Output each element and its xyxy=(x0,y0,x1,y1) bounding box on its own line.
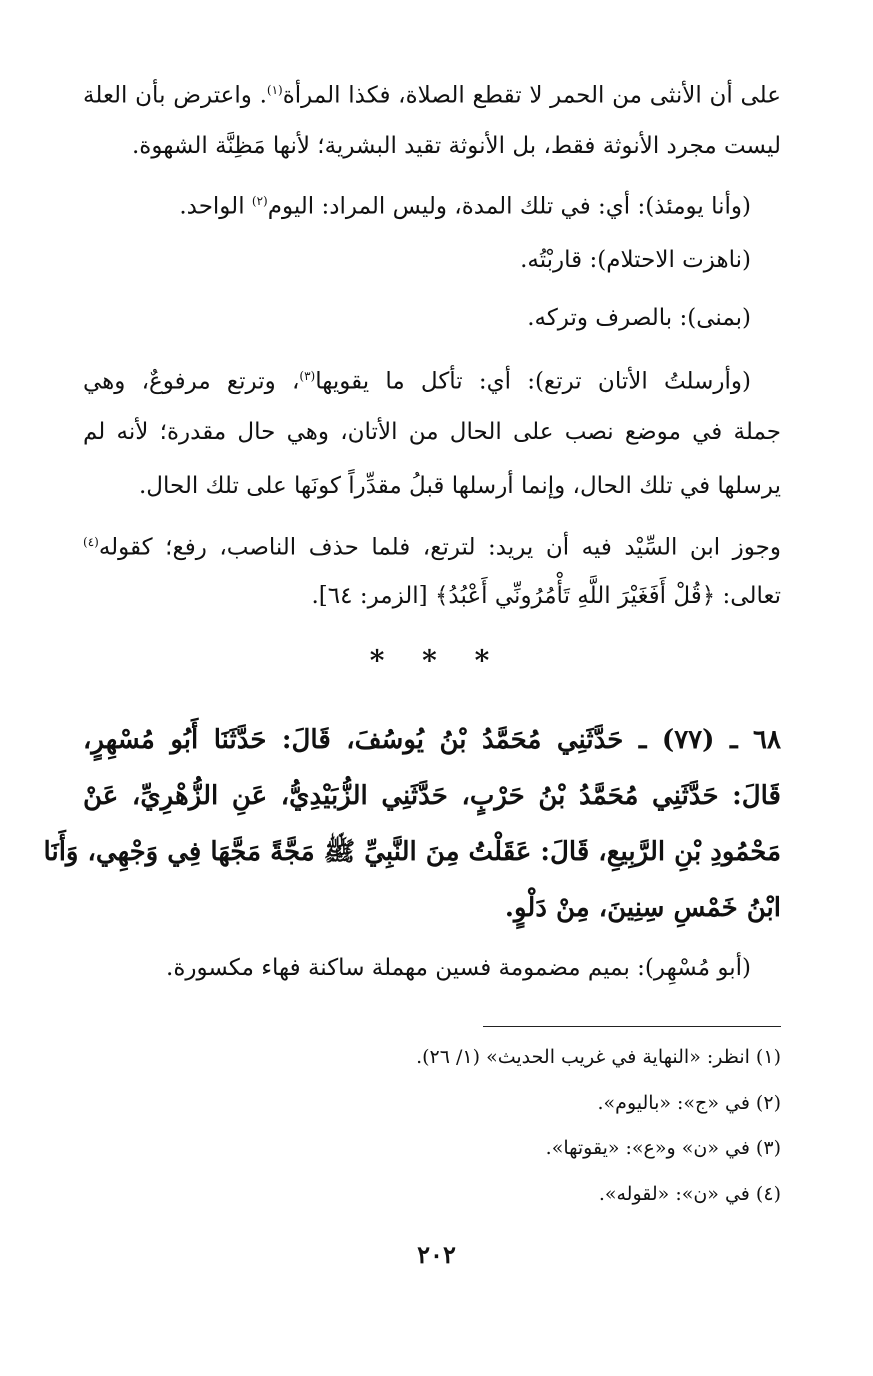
footnote-ref: (٢) xyxy=(251,194,268,208)
text: . واعترض بأن العلة xyxy=(83,82,267,109)
footnote: (٣) في «ن» و«ع»: «يقوتها». xyxy=(545,1137,781,1159)
footnote-ref: (٣) xyxy=(299,369,316,383)
page-number: ٢٠٢ xyxy=(417,1240,456,1269)
body-line: ليست مجرد الأنوثة فقط، بل الأنوثة تقيد البشرية؛ لأنها مَظِنَّة الشهوة. xyxy=(132,133,781,159)
body-line xyxy=(83,522,781,568)
hadith-line: قَالَ: حَدَّثَنِي مُحَمَّدُ بْنُ حَرْبٍ، حَدَّثَنِي الزُّبَيْدِيُّ، عَنِ الزُّهْرِيِّ، عَنْ xyxy=(83,781,781,811)
body-line xyxy=(83,356,751,402)
text: الواحد. xyxy=(179,193,252,220)
body-line: (ناهزت الاحتلام): قاربْتُه. xyxy=(520,247,751,273)
hadith-line: مَحْمُودِ بْنِ الرَّبِيعِ، قَالَ: عَقَلْتُ مِنَ النَّبِيِّ ﷺ مَجَّةً مَجَّهَا فِي وَجْهِي، وَأَنَا xyxy=(43,837,781,867)
footnote: (١) انظر: «النهاية في غريب الحديث» (١/ ٢٦). xyxy=(416,1046,781,1068)
body-line xyxy=(83,70,781,116)
body-line: جملة في موضع نصب على الحال من الأتان، وهي حال مقدرة؛ لأنه لم xyxy=(83,419,781,445)
hadith-line: ٦٨ ـ (٧٧) ـ حَدَّثَنِي مُحَمَّدُ بْنُ يُوسُفَ، قَالَ: حَدَّثَنَا أَبُو مُسْهِرٍ، xyxy=(83,725,781,755)
footnote-divider xyxy=(483,1026,781,1027)
body-line: يرسلها في تلك الحال، وإنما أرسلها قبلُ مقدِّراً كونَها على تلك الحال. xyxy=(138,473,781,499)
body-line: (أبو مُسْهِر): بميم مضمومة فسين مهملة ساكنة فهاء مكسورة. xyxy=(166,955,751,981)
quran-line: تعالى: ﴿قُلْ أَفَغَيْرَ اللَّهِ تَأْمُرُونِّي أَعْبُدُ﴾ [الزمر: ٦٤]. xyxy=(311,583,781,609)
section-separator: * * * xyxy=(369,644,504,677)
text: (وأرسلتُ الأتان ترتع): أي: تأكل ما يقويها xyxy=(315,368,752,395)
text: (وأنا يومئذ): أي: في تلك المدة، وليس المراد: اليوم xyxy=(267,193,751,220)
text: على أن الأنثى من الحمر لا تقطع الصلاة، فكذا المرأة xyxy=(282,82,781,109)
hadith-line: ابْنُ خَمْسِ سِنِينَ، مِنْ دَلْوٍ. xyxy=(504,893,781,923)
text: ، وترتع مرفوعٌ، وهي xyxy=(83,368,300,395)
footnote: (٤) في «ن»: «لقوله». xyxy=(598,1183,781,1205)
text: وجوز ابن السِّيْد فيه أن يريد: لترتع، فلما حذف الناصب، رفع؛ كقوله xyxy=(98,534,781,561)
footnote: (٢) في «ج»: «باليوم». xyxy=(597,1092,781,1114)
footnote-ref: (٤) xyxy=(83,535,99,549)
body-line: (بمنى): بالصرف وتركه. xyxy=(527,305,751,331)
body-line xyxy=(83,181,751,227)
footnote-ref: (١) xyxy=(266,83,283,97)
